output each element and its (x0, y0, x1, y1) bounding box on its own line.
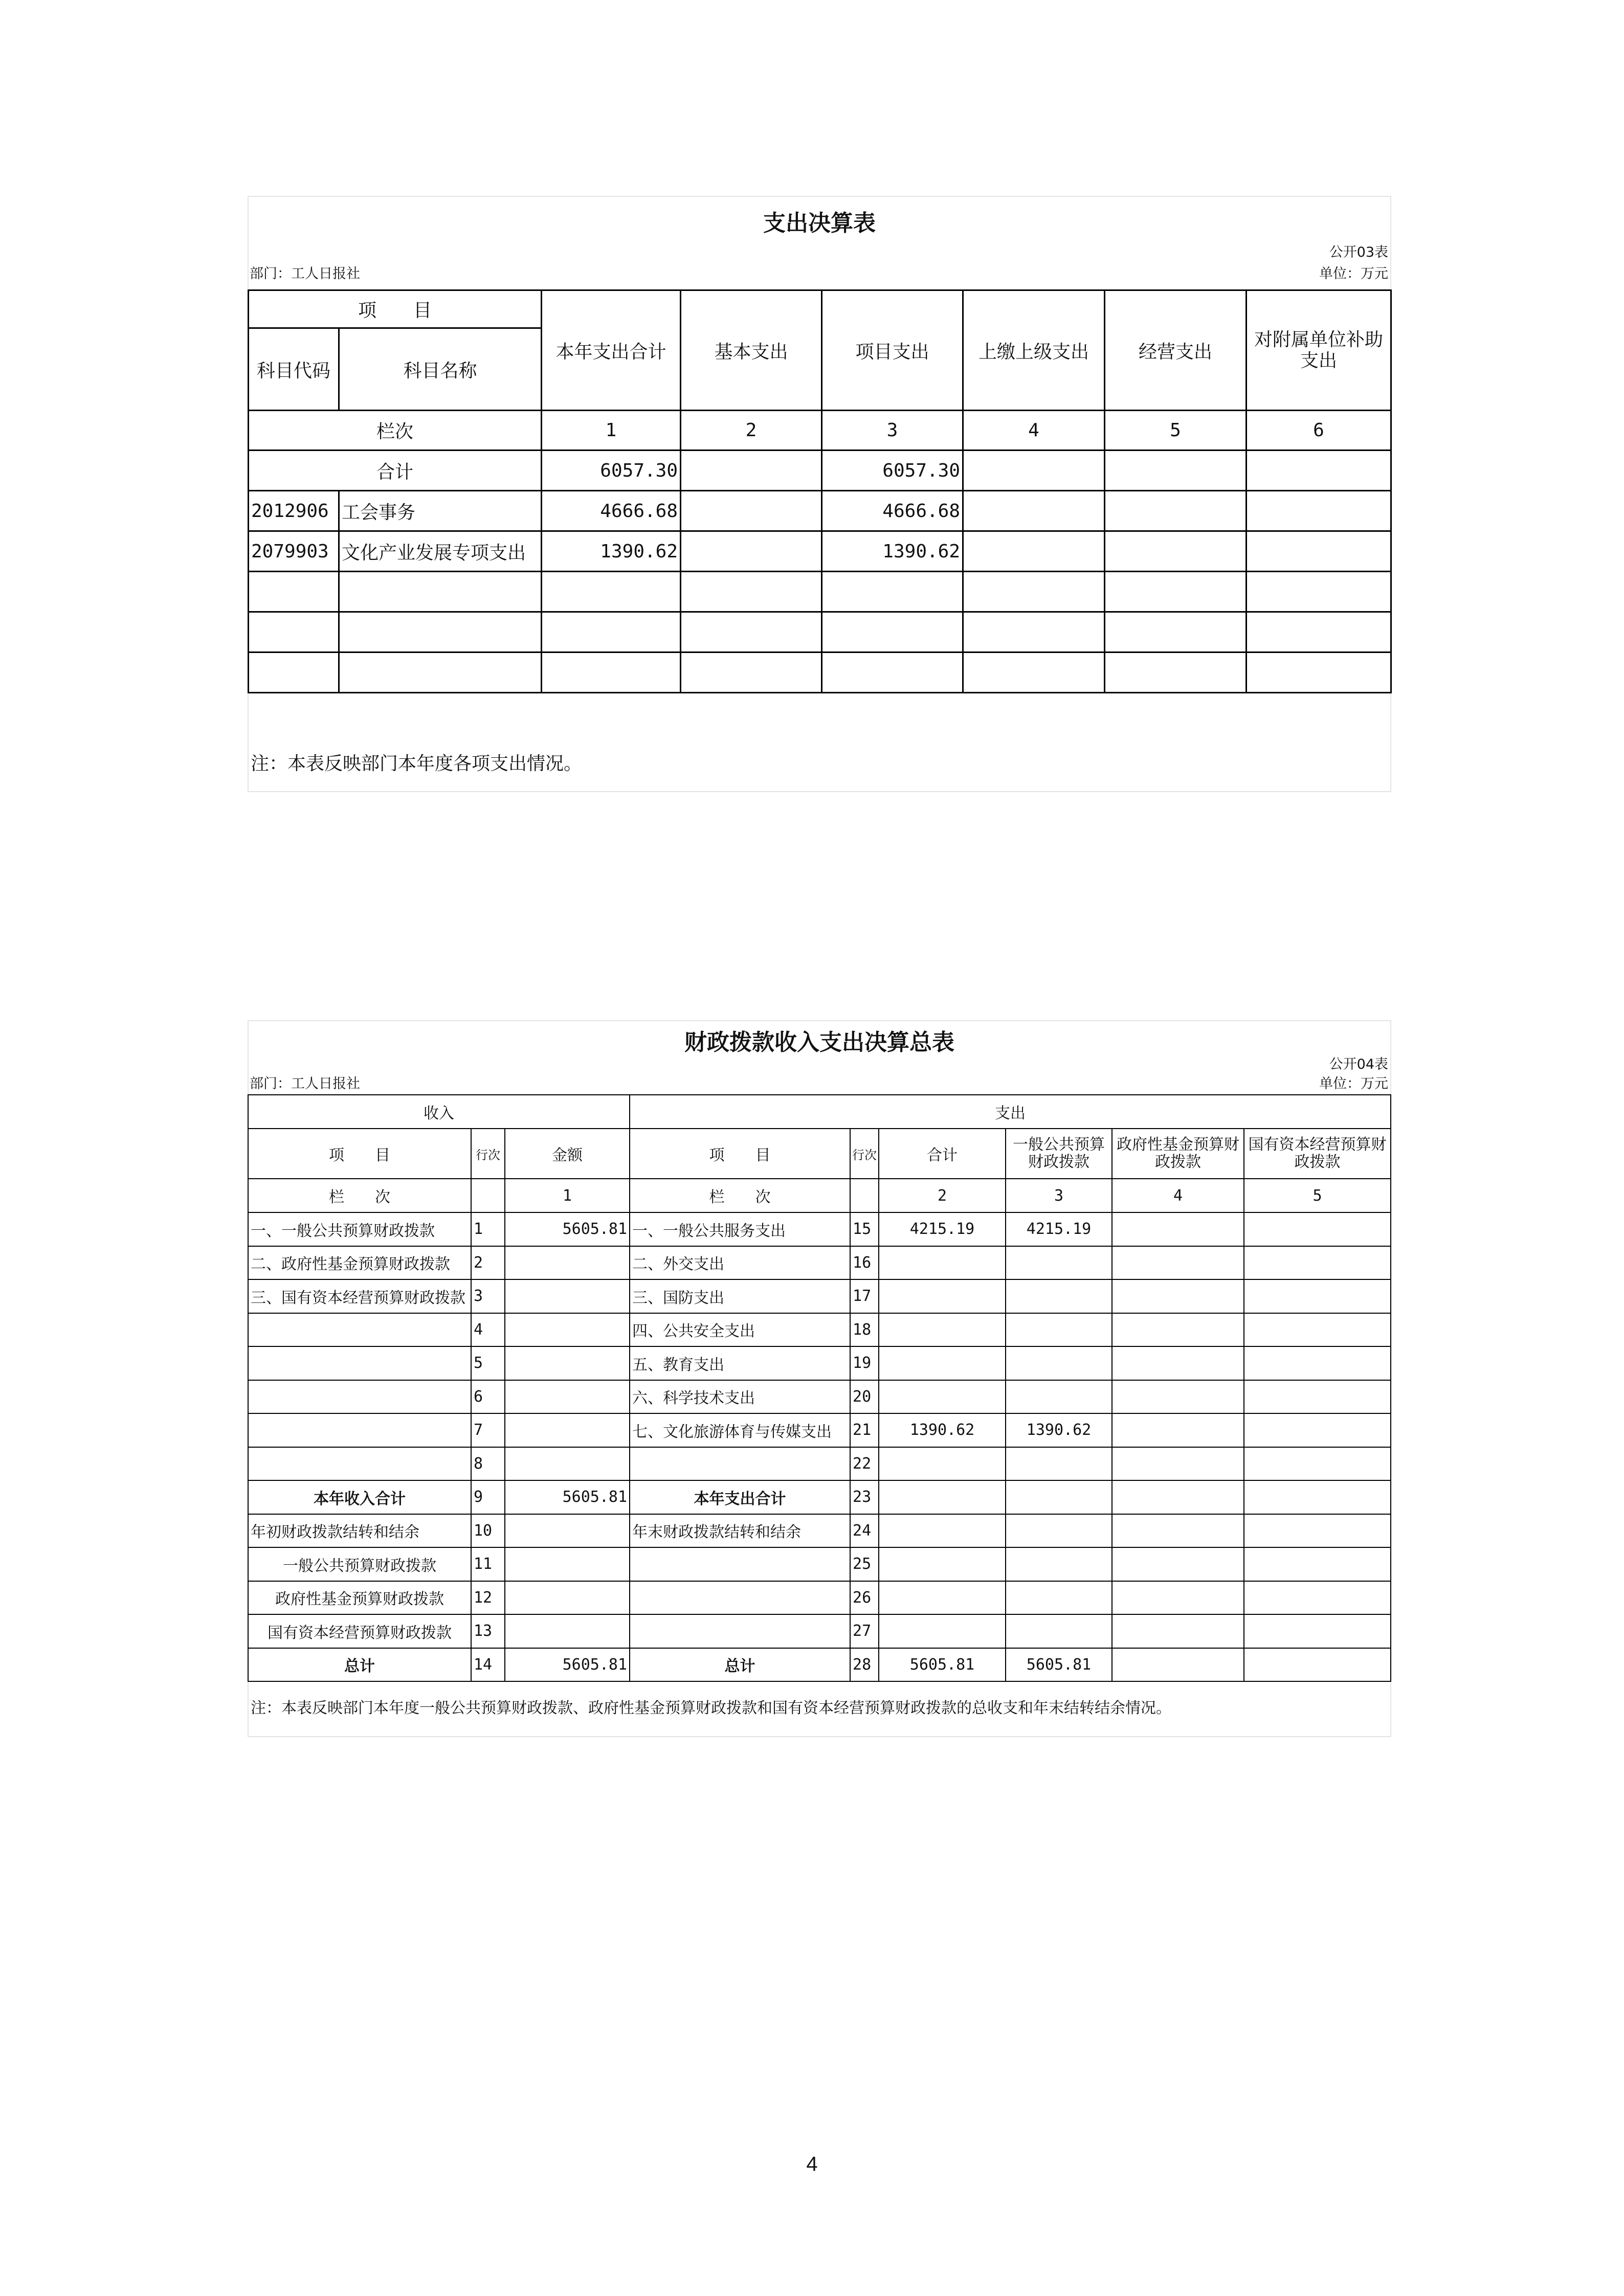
income-item: 一般公共预算财政拨款 (248, 1547, 471, 1581)
fund-budget-amount (1112, 1480, 1244, 1514)
expense-row-number: 24 (850, 1514, 879, 1548)
general-budget-amount: 1390.62 (1006, 1413, 1112, 1447)
general-budget-amount: 4215.19 (1006, 1212, 1112, 1246)
expense-row-number: 15 (850, 1212, 879, 1246)
expense-row-number: 22 (850, 1447, 879, 1481)
income-amount: 5605.81 (505, 1480, 630, 1514)
income-row-number: 8 (471, 1447, 505, 1481)
fund-budget-amount (1112, 1279, 1244, 1313)
expense-sheet (248, 196, 1391, 792)
expense-row-number: 20 (850, 1380, 879, 1414)
expense-row-number: 16 (850, 1246, 879, 1280)
subject-code: 2079903 (249, 531, 339, 572)
expense-total: 1390.62 (879, 1413, 1006, 1447)
table-row (248, 1413, 1391, 1447)
expense-total: 4215.19 (879, 1212, 1006, 1246)
row-project: 1390.62 (822, 531, 963, 572)
income-item (248, 1413, 471, 1447)
sum-project: 6057.30 (822, 451, 963, 491)
expense-total (879, 1246, 1006, 1280)
expense-item: 五、教育支出 (630, 1346, 850, 1380)
expense-item: 年末财政拨款结转和结余 (630, 1514, 850, 1548)
income-row-number: 10 (471, 1514, 505, 1548)
appropriation-table (248, 1094, 1391, 1682)
appropriation-table-code: 公开04表 (1329, 1056, 1388, 1072)
expense-item-header: 项 目 (630, 1129, 850, 1179)
table-row (249, 652, 1391, 693)
income-item (248, 1346, 471, 1380)
table-row (249, 451, 1391, 491)
income-amount (505, 1581, 630, 1615)
state-capital-header: 国有资本经营预算财政拨款 (1244, 1129, 1391, 1179)
expense-row-number: 25 (850, 1547, 879, 1581)
expense-total (879, 1346, 1006, 1380)
income-item: 本年收入合计 (248, 1480, 471, 1514)
income-amount (505, 1514, 630, 1548)
general-budget-amount (1006, 1246, 1112, 1280)
income-row-number: 4 (471, 1313, 505, 1347)
expense-total (879, 1279, 1006, 1313)
expense-table-department: 部门：工人日报社 (250, 266, 360, 282)
col-number: 4 (1112, 1179, 1244, 1212)
expense-item (630, 1581, 850, 1615)
appropriation-table-unit: 单位：万元 (1319, 1076, 1388, 1092)
income-item: 国有资本经营预算财政拨款 (248, 1614, 471, 1648)
general-budget-amount (1006, 1447, 1112, 1481)
income-row-header: 行次 (471, 1129, 505, 1179)
table-row (248, 1246, 1391, 1280)
table-row (248, 1547, 1391, 1581)
table-row (248, 1279, 1391, 1313)
expense-row-header: 行次 (850, 1129, 879, 1179)
page-number: 4 (806, 2153, 818, 2175)
subject-name: 工会事务 (339, 491, 542, 531)
header-subsidy: 对附属单位补助支出 (1247, 290, 1391, 411)
header-basic: 基本支出 (681, 290, 822, 411)
general-budget-amount (1006, 1380, 1112, 1414)
expense-table-title: 支出决算表 (763, 210, 876, 236)
income-item: 二、政府性基金预算财政拨款 (248, 1246, 471, 1280)
table-row (248, 1212, 1391, 1246)
general-budget-amount (1006, 1313, 1112, 1347)
general-budget-amount (1006, 1614, 1112, 1648)
state-capital-amount (1244, 1212, 1391, 1246)
general-budget-amount (1006, 1514, 1112, 1548)
expense-total (879, 1547, 1006, 1581)
expense-row-number: 27 (850, 1614, 879, 1648)
header-item: 项 目 (249, 290, 542, 328)
lanci-label: 栏次 (249, 411, 542, 451)
header-total: 本年支出合计 (542, 290, 681, 411)
income-amount (505, 1614, 630, 1648)
appropriation-table-department: 部门：工人日报社 (250, 1076, 360, 1092)
appropriation-sheet (248, 1020, 1391, 1737)
col-number: 5 (1105, 411, 1247, 451)
income-row-number: 6 (471, 1380, 505, 1414)
income-amount (505, 1380, 630, 1414)
expense-total (879, 1380, 1006, 1414)
income-item-header: 项 目 (248, 1129, 471, 1179)
appropriation-table-note: 注：本表反映部门本年度一般公共预算财政拨款、政府性基金预算财政拨款和国有资本经营预算财政拨款的总收支和年末结转结余情况。 (251, 1699, 1171, 1717)
table-row (249, 612, 1391, 652)
income-amount (505, 1346, 630, 1380)
table-row (248, 1514, 1391, 1548)
state-capital-amount (1244, 1413, 1391, 1447)
expense-table-note: 注：本表反映部门本年度各项支出情况。 (251, 753, 583, 774)
row-total: 1390.62 (542, 531, 681, 572)
appropriation-body (248, 1212, 1391, 1681)
table-row (248, 1447, 1391, 1481)
income-row-number: 14 (471, 1648, 505, 1682)
state-capital-amount (1244, 1313, 1391, 1347)
table-row (248, 1648, 1391, 1682)
state-capital-amount (1244, 1614, 1391, 1648)
income-amount: 5605.81 (505, 1648, 630, 1682)
table-row (248, 1313, 1391, 1347)
expense-item (630, 1547, 850, 1581)
expense-item: 七、文化旅游体育与传媒支出 (630, 1413, 850, 1447)
fund-budget-amount (1112, 1212, 1244, 1246)
expense-table-code: 公开03表 (1329, 244, 1388, 260)
fund-budget-amount (1112, 1413, 1244, 1447)
col-number: 2 (879, 1179, 1006, 1212)
general-budget-amount (1006, 1581, 1112, 1615)
income-lanci: 栏 次 (248, 1179, 471, 1212)
fund-budget-amount (1112, 1246, 1244, 1280)
table-row (248, 1614, 1391, 1648)
fund-budget-amount (1112, 1346, 1244, 1380)
fund-budget-amount (1112, 1547, 1244, 1581)
expense-item: 一、一般公共服务支出 (630, 1212, 850, 1246)
header-upper: 上缴上级支出 (963, 290, 1105, 411)
expense-item (630, 1614, 850, 1648)
sum-label: 合计 (249, 451, 542, 491)
general-budget-amount: 5605.81 (1006, 1648, 1112, 1682)
col-number: 5 (1244, 1179, 1391, 1212)
income-row-number: 7 (471, 1413, 505, 1447)
income-item (248, 1380, 471, 1414)
state-capital-amount (1244, 1581, 1391, 1615)
table-row (248, 1480, 1391, 1514)
col-number: 6 (1247, 411, 1391, 451)
income-amount (505, 1447, 630, 1481)
col-number: 4 (963, 411, 1105, 451)
expense-total (879, 1581, 1006, 1615)
expense-item: 三、国防支出 (630, 1279, 850, 1313)
income-row-number: 3 (471, 1279, 505, 1313)
income-header: 收入 (248, 1095, 630, 1129)
income-amount (505, 1246, 630, 1280)
fund-budget-amount (1112, 1380, 1244, 1414)
income-row-number: 12 (471, 1581, 505, 1615)
income-row-number: 9 (471, 1480, 505, 1514)
expense-row-number: 28 (850, 1648, 879, 1682)
expense-total (879, 1313, 1006, 1347)
general-budget-header: 一般公共预算财政拨款 (1006, 1129, 1112, 1179)
state-capital-amount (1244, 1447, 1391, 1481)
fund-budget-header: 政府性基金预算财政拨款 (1112, 1129, 1244, 1179)
header-name: 科目名称 (339, 328, 542, 411)
subject-code: 2012906 (249, 491, 339, 531)
income-row-number: 11 (471, 1547, 505, 1581)
fund-budget-amount (1112, 1614, 1244, 1648)
expense-total (879, 1447, 1006, 1481)
income-amount (505, 1279, 630, 1313)
income-item: 三、国有资本经营预算财政拨款 (248, 1279, 471, 1313)
state-capital-amount (1244, 1480, 1391, 1514)
fund-budget-amount (1112, 1648, 1244, 1682)
table-row (249, 491, 1391, 531)
header-project: 项目支出 (822, 290, 963, 411)
expense-item (630, 1447, 850, 1481)
income-row-number: 13 (471, 1614, 505, 1648)
expense-total (879, 1480, 1006, 1514)
income-amount (505, 1413, 630, 1447)
income-amount-header: 金额 (505, 1129, 630, 1179)
col-number: 1 (542, 411, 681, 451)
state-capital-amount (1244, 1279, 1391, 1313)
expense-item: 总计 (630, 1648, 850, 1682)
income-amount (505, 1547, 630, 1581)
income-item: 一、一般公共预算财政拨款 (248, 1212, 471, 1246)
header-code: 科目代码 (249, 328, 339, 411)
expense-row-number: 19 (850, 1346, 879, 1380)
state-capital-amount (1244, 1380, 1391, 1414)
expense-item: 四、公共安全支出 (630, 1313, 850, 1347)
fund-budget-amount (1112, 1447, 1244, 1481)
income-row-number: 5 (471, 1346, 505, 1380)
income-item: 年初财政拨款结转和结余 (248, 1514, 471, 1548)
expense-item: 二、外交支出 (630, 1246, 850, 1280)
expense-row-number: 26 (850, 1581, 879, 1615)
sum-total: 6057.30 (542, 451, 681, 491)
expense-total-header: 合计 (879, 1129, 1006, 1179)
row-total: 4666.68 (542, 491, 681, 531)
income-item: 总计 (248, 1648, 471, 1682)
col-number: 3 (1006, 1179, 1112, 1212)
general-budget-amount (1006, 1480, 1112, 1514)
table-row (248, 1581, 1391, 1615)
state-capital-amount (1244, 1514, 1391, 1548)
state-capital-amount (1244, 1346, 1391, 1380)
income-item (248, 1447, 471, 1481)
subject-name: 文化产业发展专项支出 (339, 531, 542, 572)
expense-header: 支出 (630, 1095, 1391, 1129)
expense-table (248, 289, 1392, 693)
col-number: 1 (505, 1179, 630, 1212)
income-row-number: 2 (471, 1246, 505, 1280)
expense-row-number: 18 (850, 1313, 879, 1347)
row-project: 4666.68 (822, 491, 963, 531)
col-number: 3 (822, 411, 963, 451)
col-number: 2 (681, 411, 822, 451)
income-item (248, 1313, 471, 1347)
general-budget-amount (1006, 1279, 1112, 1313)
fund-budget-amount (1112, 1514, 1244, 1548)
income-amount (505, 1313, 630, 1347)
income-amount: 5605.81 (505, 1212, 630, 1246)
expense-item: 本年支出合计 (630, 1480, 850, 1514)
expense-row-number: 23 (850, 1480, 879, 1514)
income-item: 政府性基金预算财政拨款 (248, 1581, 471, 1615)
general-budget-amount (1006, 1547, 1112, 1581)
expense-total: 5605.81 (879, 1648, 1006, 1682)
state-capital-amount (1244, 1547, 1391, 1581)
expense-item: 六、科学技术支出 (630, 1380, 850, 1414)
general-budget-amount (1006, 1346, 1112, 1380)
expense-total (879, 1514, 1006, 1548)
header-business: 经营支出 (1105, 290, 1247, 411)
appropriation-table-title: 财政拨款收入支出决算总表 (684, 1029, 954, 1055)
state-capital-amount (1244, 1648, 1391, 1682)
expense-row-number: 17 (850, 1279, 879, 1313)
fund-budget-amount (1112, 1313, 1244, 1347)
fund-budget-amount (1112, 1581, 1244, 1615)
table-row (248, 1346, 1391, 1380)
expense-row-number: 21 (850, 1413, 879, 1447)
income-row-number: 1 (471, 1212, 505, 1246)
table-row (248, 1380, 1391, 1414)
expense-total (879, 1614, 1006, 1648)
expense-table-unit: 单位：万元 (1319, 266, 1388, 282)
table-row (249, 572, 1391, 612)
expense-lanci: 栏 次 (630, 1179, 850, 1212)
state-capital-amount (1244, 1246, 1391, 1280)
table-row (249, 531, 1391, 572)
